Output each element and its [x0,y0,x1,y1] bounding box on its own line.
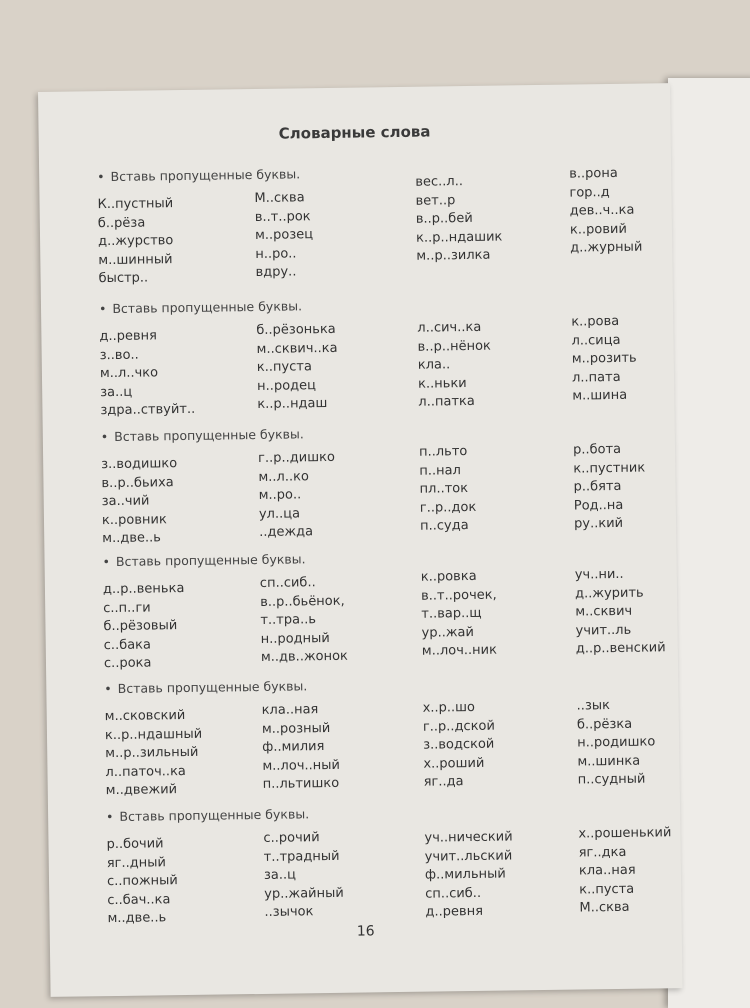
dictionary-word: м..двежий [105,782,178,799]
dictionary-word: к..р..ндашик [415,229,503,246]
dictionary-word: м..лоч..ный [262,757,341,774]
word-columns [105,696,666,804]
exercise-heading-text: Вставь пропущенные буквы. [117,678,308,696]
word-column [262,701,341,795]
exercise-section [99,293,661,424]
exercise-heading [106,801,666,824]
dictionary-word: вес..л.. [415,174,464,190]
dictionary-word: х..р..шо [422,699,476,716]
dictionary-word: кла.. [417,357,451,373]
dictionary-word: с..п..ги [103,599,151,616]
dictionary-word: л..пата [571,369,621,386]
exercise-heading-text: Вставь пропущенные буквы. [115,551,306,569]
dictionary-word: к..ровка [420,568,477,585]
word-column [101,455,178,549]
word-columns [99,313,660,424]
dictionary-word: г..р..дской [422,718,496,735]
dictionary-word: м..две..ь [107,910,167,927]
dictionary-word: в..р..бьёнок, [260,593,345,610]
dictionary-word: т..тра..ь [260,612,317,628]
dictionary-word: ..зык [576,698,611,714]
exercise-section [106,801,672,932]
dictionary-word: ур..жай [421,624,475,641]
dictionary-word: п..суда [419,518,469,534]
dictionary-word: кла..ная [578,862,636,879]
dictionary-word: К..пустный [97,196,174,213]
dictionary-word: м..дв..жонок [260,648,348,665]
dictionary-word: п..судный [577,771,646,788]
word-column [106,835,178,928]
dictionary-word: м..л..ко [258,468,309,485]
word-column [256,321,338,415]
bullet-icon: • [100,429,109,445]
word-column [569,165,642,258]
dictionary-word: к..р..ндаш [257,395,328,412]
word-columns [102,566,666,677]
bullet-icon: • [102,554,111,570]
dictionary-word: н..ро.. [255,245,297,262]
word-column [573,441,646,534]
dictionary-word: с..пожный [106,873,178,890]
dictionary-word: к..ровник [101,511,167,528]
dictionary-word: яг..да [423,774,464,790]
dictionary-word: м..сквич..ка [256,340,338,357]
dictionary-word: уч..ни.. [574,566,624,583]
dictionary-word: к..ровий [569,221,627,238]
dictionary-word: дев..ч..ка [569,202,635,219]
dictionary-word: М..сква [254,190,305,206]
word-column [103,580,186,674]
word-column [417,319,492,413]
dictionary-word: ур..жайный [264,885,344,902]
word-column [578,824,672,918]
dictionary-word: к..пустник [573,460,646,477]
exercise-section [97,161,659,292]
dictionary-word: сп..сиб.. [425,885,482,902]
dictionary-word: д..журство [97,233,174,250]
word-column [99,327,195,421]
dictionary-word: п..нал [419,462,461,479]
dictionary-word: за..ц [100,384,133,400]
dictionary-word: пл..ток [419,481,469,497]
dictionary-word: м..розить [571,350,637,367]
dictionary-word: яг..дный [106,854,166,871]
dictionary-word: в..р..бьиха [101,474,174,491]
dictionary-word: к..р..ндашный [104,726,203,743]
dictionary-word: за..чий [101,493,150,510]
dictionary-word: гор..д [569,184,610,201]
word-column [577,696,656,790]
dictionary-word: д..р..венский [575,640,666,657]
dictionary-word: д..журить [574,585,644,602]
dictionary-word: быстр.. [98,270,149,287]
dictionary-word: в..р..нёнок [417,338,491,355]
exercise-heading-text: Вставь пропущенные буквы. [119,806,310,824]
dictionary-word: р..бята [573,478,622,495]
dictionary-word: м..л..чко [99,365,159,382]
dictionary-word: д..ревня [425,903,484,920]
dictionary-word: ф..мильный [424,866,506,883]
dictionary-word: б..рёзовый [103,618,178,635]
dictionary-word: в..т..рочек, [420,587,497,604]
dictionary-word: л..сич..ка [417,319,482,336]
dictionary-word: д..р..венька [102,581,185,598]
dictionary-word: н..родец [257,377,317,394]
dictionary-word: л..патка [418,393,475,410]
dictionary-word: м..сквич [575,603,633,620]
dictionary-word: здра..ствуйт.. [100,401,196,419]
dictionary-word: вдру.. [255,264,297,280]
dictionary-word: учит..льский [424,847,513,865]
dictionary-word: н..родный [260,630,330,647]
dictionary-word: з..во.. [99,347,139,363]
dictionary-word: ф..милия [262,739,325,755]
word-column [419,443,477,536]
bullet-icon: • [106,809,114,825]
dictionary-word: м..шинка [577,753,641,770]
bullet-icon: • [97,169,105,185]
page-title: Словарные слова [278,122,431,143]
page-number: 16 [356,923,375,940]
dictionary-word: м..розный [261,720,331,737]
dictionary-word: м..ро.. [258,487,302,503]
dictionary-word: м..шина [572,387,628,404]
dictionary-word: к..пуста [579,881,635,898]
dictionary-word: м..розец [254,227,314,243]
word-column [260,574,348,668]
dictionary-word: с..рочий [263,830,320,846]
dictionary-word: уч..нический [424,829,513,846]
word-column [263,829,344,923]
exercise-section [102,546,664,677]
dictionary-word: М..сква [579,899,630,916]
bullet-icon: • [98,301,107,317]
dictionary-word: ул..ца [258,505,301,522]
word-columns [106,824,672,932]
dictionary-word: з..водишко [101,456,178,473]
dictionary-word: б..рёза [97,215,146,231]
dictionary-word: сп..сиб.. [259,575,316,591]
dictionary-word: м..две..ь [102,530,161,547]
dictionary-word: м..р..зильный [105,744,199,762]
dictionary-word: яг..дка [578,844,627,861]
bullet-icon: • [104,681,112,697]
dictionary-word: кла..ная [261,702,319,718]
dictionary-word: г..р..док [419,499,477,516]
dictionary-word: м..сковский [104,708,186,725]
dictionary-word: ..дежда [259,524,314,540]
dictionary-word: м..шинный [98,251,173,268]
workbook-page [38,83,683,997]
dictionary-word: р..бочий [106,836,164,853]
word-column [423,699,496,792]
word-column [258,449,336,543]
dictionary-word: в..т..рок [254,208,311,225]
exercise-section [101,421,663,552]
dictionary-word: л..паточ..ка [105,763,186,780]
dictionary-word: н..родишко [577,734,656,751]
dictionary-word: м..р..зилка [416,247,491,264]
dictionary-word: г..р..дишко [258,449,335,466]
dictionary-word: х..роший [423,755,485,772]
dictionary-word: к..ньки [418,375,467,392]
dictionary-word: с..бач..ка [107,891,171,908]
word-column [575,565,666,659]
dictionary-word: з..водской [423,736,495,753]
dictionary-word: Род..на [573,497,624,514]
dictionary-word: за..ц [263,867,297,883]
dictionary-word: с..рока [103,655,152,672]
dictionary-word: д..ревня [99,328,158,345]
exercise-heading-text: Вставь пропущенные буквы. [112,298,303,316]
dictionary-word: м..лоч..ник [421,642,498,659]
word-column [424,828,513,922]
dictionary-word: ..зычок [264,904,314,920]
dictionary-word: с..бака [103,636,152,653]
dictionary-word: вет..р [415,192,456,209]
dictionary-word: в..рона [569,165,618,182]
dictionary-word: п..льтишко [262,775,340,792]
dictionary-word: к..пуста [256,359,312,375]
word-columns [101,441,662,552]
dictionary-word: ру..кий [573,515,624,532]
word-column [105,707,203,801]
dictionary-word: п..льто [418,444,468,460]
dictionary-word: р..бота [572,441,622,458]
dictionary-word: х..рошенький [578,825,672,842]
dictionary-word: к..рова [571,313,620,330]
exercise-heading [104,673,664,696]
dictionary-word: л..сица [571,332,621,349]
word-column [571,313,637,406]
dictionary-word: б..рёзка [576,716,633,733]
word-column [421,568,498,662]
dictionary-word: в..р..бей [415,210,473,227]
dictionary-word: б..рёзонька [256,321,336,338]
dictionary-word: д..журный [570,239,643,256]
word-column [415,173,503,267]
exercise-section [104,673,666,804]
dictionary-word: т..вар..щ [421,605,482,622]
word-column [254,189,313,282]
dictionary-word: т..традный [263,848,340,865]
word-column [97,195,174,289]
exercise-heading-text: Вставь пропущенные буквы. [114,426,304,444]
dictionary-word: учит..ль [575,622,632,639]
exercise-heading-text: Вставь пропущенные буквы. [110,166,301,184]
